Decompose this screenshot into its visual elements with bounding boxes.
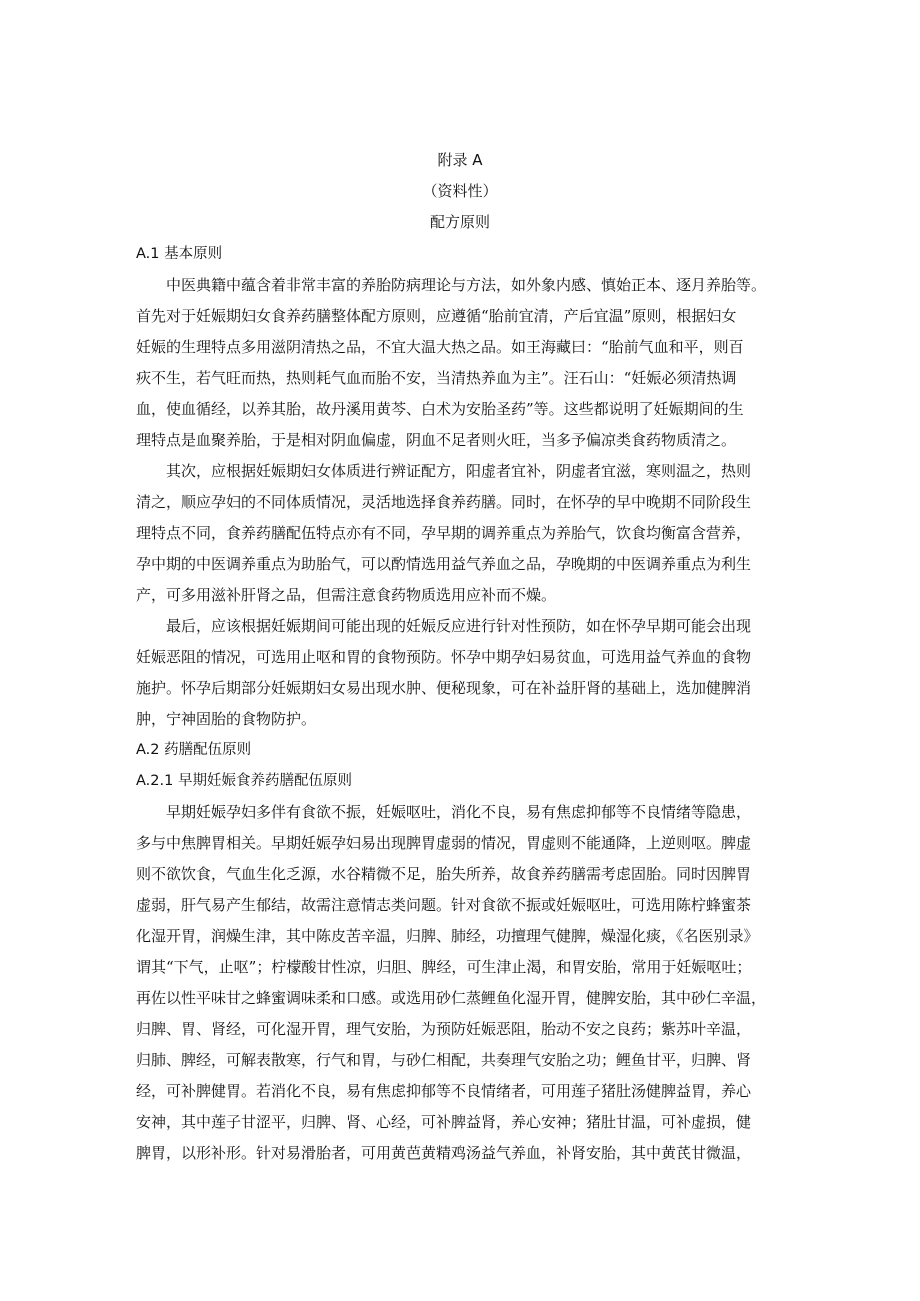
appendix-title: 配方原则 bbox=[429, 213, 490, 231]
paragraph-line: 血，使血循经，以养其胎，故丹溪用黄芩、白术为安胎圣药”等。这些都说明了妊娠期间的生 bbox=[136, 400, 744, 418]
paragraph-line: 归脾、胃、肾经，可化湿开胃，理气安胎，为预防妊娠恶阻，胎动不安之良药；紫苏叶辛温， bbox=[136, 1020, 752, 1038]
paragraph-line: 中医典籍中蕴含着非常丰富的养胎防病理论与方法，如外象内感、慎始正本、逐月养胎等。 bbox=[166, 276, 767, 294]
paragraph-line: 化湿开胃，润燥生津，其中陈皮苦辛温，归脾、肺经，功擅理气健脾，燥湿化痰，《名医别录》 bbox=[136, 927, 759, 945]
paragraph-line: 多与中焦脾胃相关。早期妊娠孕妇易出现脾胃虚弱的情况，胃虚则不能通降，上逆则呕。脾虚 bbox=[136, 834, 752, 852]
paragraph-line: 归肺、脾经，可解表散寒，行气和胃，与砂仁相配，共奏理气安胎之功；鲤鱼甘平，归脾、肾 bbox=[136, 1051, 752, 1069]
section-heading-a21: A.2.1 早期妊娠食养药膳配伍原则 bbox=[136, 773, 352, 789]
paragraph-line: 妊娠恶阻的情况，可选用止呕和胃的食物预防。怀孕中期孕妇易贫血，可选用益气养血的食物 bbox=[136, 648, 752, 666]
paragraph-line: 清之，顺应孕妇的不同体质情况，灵活地选择食养药膳。同时，在怀孕的早中晚期不同阶段生 bbox=[136, 493, 752, 511]
paragraph-line: 疢不生，若气旺而热，热则耗气血而胎不安，当清热养血为主”。汪石山：“妊娠必须清热调 bbox=[136, 369, 737, 387]
paragraph-line: 孕中期的中医调养重点为助胎气，可以酌情选用益气养血之品，孕晚期的中医调养重点为利生 bbox=[136, 555, 752, 573]
appendix-label: 附录 A bbox=[437, 151, 483, 169]
paragraph-line: 理特点不同，食养药膳配伍特点亦有不同，孕早期的调养重点为养胎气，饮食均衡富含营养， bbox=[136, 524, 752, 542]
paragraph-line: 谓其“下气，止呕”；柠檬酸甘性凉，归胆、脾经，可生津止渴，和胃安胎，常用于妊娠呕吐； bbox=[136, 958, 752, 976]
section-heading-a2: A.2 药膳配伍原则 bbox=[136, 742, 252, 758]
paragraph-line: 脾胃，以形补形。针对易滑胎者，可用黄芭黄精鸡汤益气养血，补肾安胎，其中黄芪甘微温， bbox=[136, 1144, 752, 1162]
paragraph-line: 再佐以性平味甘之蜂蜜调味柔和口感。或选用砂仁蒸鲤鱼化湿开胃，健脾安胎，其中砂仁辛温， bbox=[136, 989, 767, 1007]
paragraph-line: 早期妊娠孕妇多伴有食欲不振，妊娠呕吐，消化不良，易有焦虑抑郁等不良情绪等隐患， bbox=[166, 803, 752, 821]
section-heading-a1: A.1 基本原则 bbox=[136, 246, 223, 262]
appendix-nature: （资料性） bbox=[422, 182, 498, 200]
paragraph-line: 妊娠的生理特点多用滋阴清热之品，不宜大温大热之品。如王海藏曰：“胎前气血和平，则百 bbox=[136, 338, 744, 356]
paragraph-line: 理特点是血聚养胎，于是相对阴血偏虚，阴血不足者则火旺，当多予偏凉类食药物质清之。 bbox=[136, 431, 737, 449]
paragraph-line: 则不欲饮食，气血生化乏源，水谷精微不足，胎失所养，故食养药膳需考虑固胎。同时因脾胃 bbox=[136, 865, 752, 883]
paragraph-line: 经，可补脾健胃。若消化不良，易有焦虑抑郁等不良情绪者，可用莲子猪肚汤健脾益胃，养心 bbox=[136, 1082, 752, 1100]
paragraph-line: 首先对于妊娠期妇女食养药膳整体配方原则，应遵循“胎前宜清，产后宜温”原则，根据妇女 bbox=[136, 307, 737, 325]
paragraph-line: 其次，应根据妊娠期妇女体质进行辨证配方，阳虚者宜补，阴虚者宜滋，寒则温之，热则 bbox=[166, 462, 752, 480]
paragraph-line: 虚弱，肝气易产生郁结，故需注意情志类问题。针对食欲不振或妊娠呕吐，可选用陈柠蜂蜜茶 bbox=[136, 896, 752, 914]
paragraph-line: 安神，其中莲子甘涩平，归脾、肾、心经，可补脾益肾，养心安神；猪肚甘温，可补虚损，健 bbox=[136, 1113, 752, 1131]
paragraph-line: 最后，应该根据妊娠期间可能出现的妊娠反应进行针对性预防，如在怀孕早期可能会出现 bbox=[166, 617, 752, 635]
paragraph-line: 施护。怀孕后期部分妊娠期妇女易出现水肿、便秘现象，可在补益肝肾的基础上，选加健脾消 bbox=[136, 679, 752, 697]
paragraph-line: 肿，宁神固胎的食物防护。 bbox=[136, 710, 317, 728]
paragraph-line: 产，可多用滋补肝肾之品，但需注意食药物质选用应补而不燥。 bbox=[136, 586, 557, 604]
